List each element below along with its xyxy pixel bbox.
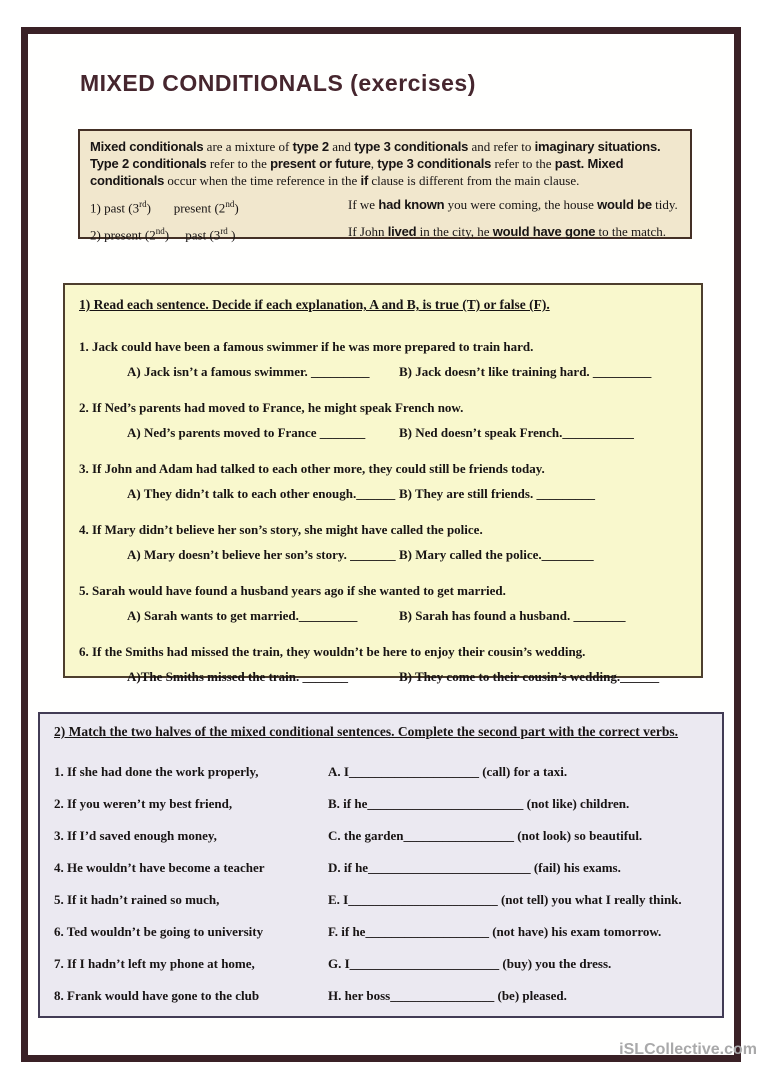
example-1-sentence: If we had known you were coming, the house would be tidy. <box>348 197 678 212</box>
exercise-1-item <box>79 520 687 564</box>
option-a: A) Sarah wants to get married._________ <box>127 608 358 623</box>
sentence-half-right: B. if he________________________ (not like) children. <box>328 796 630 811</box>
item-options <box>79 423 687 442</box>
sentence-half-right: A. I____________________ (call) for a taxi. <box>328 764 568 779</box>
option-a: A)The Smiths missed the train. _______ <box>127 669 349 684</box>
match-row <box>54 762 708 781</box>
sentence-half-left: 2. If you weren’t my best friend, <box>54 796 233 811</box>
sentence-half-left: 7. If I hadn’t left my phone at home, <box>54 956 255 971</box>
grammar-info-box <box>78 129 692 243</box>
page-title: MIXED CONDITIONALS (exercises) <box>80 70 476 96</box>
option-b: B) Ned doesn’t speak French.___________ <box>399 425 634 440</box>
grammar-explanation: Mixed conditionals are a mixture of type 2 and type 3 conditionals and refer to imaginary situations. Type 2 conditionals refer to the present or future, type 3 conditionals refer to the past. Mixed conditionals occur when the time reference in the if clause is different from the main clause. <box>90 139 661 188</box>
match-row <box>54 890 708 909</box>
example-2-sentence: If John lived in the city, he would have gone to the match. <box>348 224 666 240</box>
item-sentence: 1. Jack could have been a famous swimmer if he was more prepared to train hard. <box>79 339 534 354</box>
sentence-half-left: 8. Frank would have gone to the club <box>54 988 260 1003</box>
exercise-1-item <box>79 642 687 686</box>
exercise-2-box <box>38 712 724 1018</box>
match-row <box>54 922 708 941</box>
exercise-2-heading: 2) Match the two halves of the mixed conditional sentences. Complete the second part with the correct verbs. <box>54 724 679 739</box>
option-b: B) Jack doesn’t like training hard. _________ <box>399 364 652 379</box>
option-a: A) They didn’t talk to each other enough.______ <box>127 486 396 501</box>
item-sentence: 3. If John and Adam had talked to each other more, they could still be friends today. <box>79 461 545 476</box>
sentence-half-right: H. her boss________________ (be) pleased. <box>328 988 567 1003</box>
sentence-half-left: 3. If I’d saved enough money, <box>54 828 217 843</box>
option-a: A) Ned’s parents moved to France _______ <box>127 425 366 440</box>
exercise-1-item <box>79 337 687 381</box>
sentence-half-right: D. if he_________________________ (fail) his exams. <box>328 860 621 875</box>
grammar-example-1 <box>90 196 680 216</box>
sentence-half-right: G. I_______________________ (buy) you the dress. <box>328 956 612 971</box>
sentence-half-left: 5. If it hadn’t rained so much, <box>54 892 220 907</box>
match-row <box>54 794 708 813</box>
sentence-half-left: 6. Ted wouldn’t be going to university <box>54 924 264 939</box>
sentence-half-right: C. the garden_________________ (not look) so beautiful. <box>328 828 643 843</box>
match-row <box>54 986 708 1005</box>
exercise-1-box <box>63 283 703 684</box>
item-sentence: 2. If Ned’s parents had moved to France, he might speak French now. <box>79 400 464 415</box>
example-2-pattern: 2) present (2nd) past (3rd ) <box>90 226 236 243</box>
item-options <box>79 362 687 381</box>
option-a: A) Mary doesn’t believe her son’s story. _______ <box>127 547 396 562</box>
example-1-pattern: 1) past (3rd) present (2nd) <box>90 199 239 216</box>
option-b: B) They are still friends. _________ <box>399 486 595 501</box>
option-b: B) Sarah has found a husband. ________ <box>399 608 626 623</box>
option-b: B) They come to their cousin’s wedding.______ <box>399 669 660 684</box>
item-sentence: 4. If Mary didn’t believe her son’s story, she might have called the police. <box>79 522 483 537</box>
option-b: B) Mary called the police.________ <box>399 547 594 562</box>
exercise-1-item <box>79 581 687 625</box>
item-options <box>79 667 687 686</box>
item-sentence: 6. If the Smiths had missed the train, they wouldn’t be here to enjoy their cousin’s wedding. <box>79 644 586 659</box>
item-sentence: 5. Sarah would have found a husband years ago if she wanted to get married. <box>79 583 506 598</box>
item-options <box>79 484 687 503</box>
item-options <box>79 545 687 564</box>
match-row <box>54 826 708 845</box>
sentence-half-right: E. I_______________________ (not tell) you what I really think. <box>328 892 682 907</box>
exercise-1-item <box>79 398 687 442</box>
match-row <box>54 858 708 877</box>
exercise-1-heading: 1) Read each sentence. Decide if each explanation, A and B, is true (T) or false (F). <box>79 297 550 312</box>
sentence-half-left: 4. He wouldn’t have become a teacher <box>54 860 265 875</box>
sentence-half-right: F. if he___________________ (not have) his exam tomorrow. <box>328 924 662 939</box>
match-row <box>54 954 708 973</box>
exercise-1-item <box>79 459 687 503</box>
sentence-half-left: 1. If she had done the work properly, <box>54 764 259 779</box>
grammar-example-2 <box>90 223 680 243</box>
option-a: A) Jack isn’t a famous swimmer. _________ <box>127 364 370 379</box>
islcollective-watermark: iSLCollective.com <box>619 1041 757 1058</box>
item-options <box>79 606 687 625</box>
